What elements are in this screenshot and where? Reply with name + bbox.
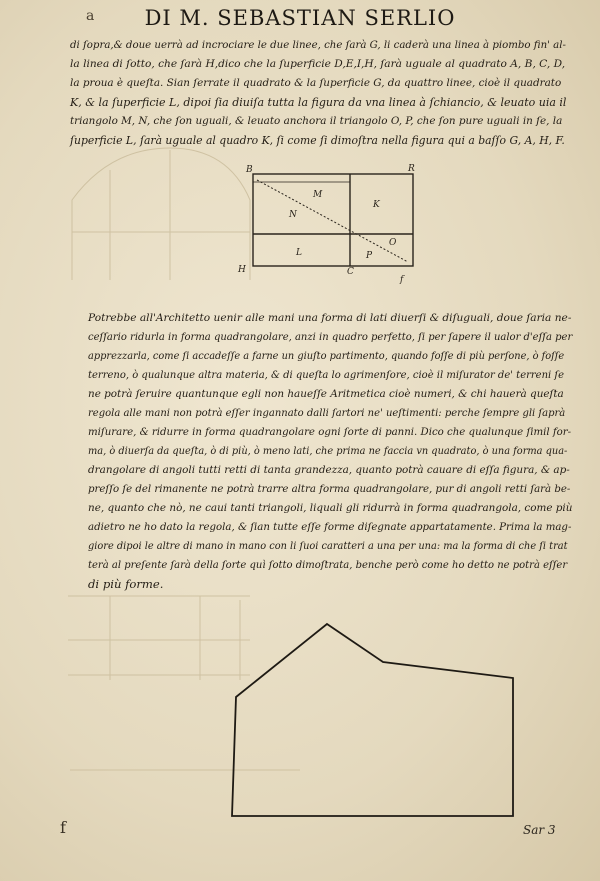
text-line: drangolare di angoli tutti retti di tanta grandezza, quanto potrà cauare di eſſa figura, & ap-	[88, 464, 570, 476]
text-line: ſuperficie L, ſarà uguale al quadro K, ſi come ſi dimoſtra nella figura qui a baſſo G, A, H, F.	[70, 134, 565, 147]
figure-label-R: R	[408, 164, 415, 174]
text-line: ceſſario ridurla in forma quadrangolare, anzi in quadro perfetto, ſi per ſapere il ualor d'eſſa per	[88, 332, 573, 343]
figure-label-M: M	[313, 190, 323, 200]
text-line: ma, ò diuerſa da queſta, ò di più, ò meno lati, che prima ne faccia vn quadrato, ò una forma qua-	[88, 446, 568, 457]
irregular-polygon-figure	[232, 624, 513, 816]
text-line: adietro ne ho dato la regola, & ſian tutte eſſe forme diſegnate appartatamente. Prima la mag-	[88, 522, 572, 533]
figure-label-K: K	[373, 200, 380, 210]
figure-label-O: O	[389, 238, 397, 248]
text-line: la linea di ſotto, che ſarà H,dico che la ſuperficie D,E,I,H, ſarà uguale al quadrato A, B, C, D,	[70, 58, 566, 70]
text-line: K, & la ſuperficie L, dipoi ſia diuiſa tutta la figura da vna linea à ſchiancio, & leuato uia il	[70, 96, 567, 109]
text-line: ne potrà ſeruire quantunque egli non haueſſe Aritmetica cioè numeri, & chi hauerà queſta	[88, 388, 564, 400]
figure-label-P: P	[366, 251, 373, 261]
paragraph-2	[88, 309, 572, 594]
text-line: di più forme.	[88, 577, 164, 591]
figure-label-F: f	[400, 275, 404, 285]
geometry-figure-1	[253, 174, 413, 266]
page-corner-mark: a	[86, 8, 95, 24]
running-head: DI M. SEBASTIAN SERLIO	[144, 6, 456, 30]
text-line: giore dipoi le altre di mano in mano con li ſuoi caratteri a una per una: ma la forma di che ſi trat	[88, 541, 568, 552]
figure-label-L: L	[296, 248, 302, 258]
text-line: terà al preſente ſarà della ſorte quì ſotto dimoſtrata, benche però come ho detto ne potrà eſſer	[88, 560, 568, 571]
signature-mark: Sar 3	[523, 823, 556, 837]
text-line: terreno, ò qualunque altra materia, & di queſta lo agrimenſore, cioè il miſurator de' terreni ſe	[88, 370, 565, 381]
text-line: di ſopra,& doue uerrà ad incrociare le due linee, che ſarà G, li caderà una linea à piombo fin' al-	[70, 40, 566, 51]
text-line: triangolo M, N, che ſon uguali, & leuato anchora il triangolo O, P, che ſon pure uguali in ſe, la	[70, 115, 563, 127]
figure-label-C: C	[347, 267, 354, 277]
figure-label-N: N	[289, 210, 297, 220]
text-line: la proua è queſta. Sian ſerrate il quadrato & la ſuperficie G, da quattro linee, cioè il quadrato	[70, 77, 562, 89]
figure-label-H: H	[238, 265, 246, 275]
text-line: preſſo ſe del rimanente ne potrà trarre altra forma quadrangolare, pur di angoli retti ſarà be-	[88, 484, 571, 495]
text-line: Potrebbe all'Architetto uenir alle mani una forma di lati diuerſi & diſuguali, doue ſaria ne-	[88, 312, 572, 324]
text-line: regola alle mani non potrà eſſer ingannato dalli ſartori ne' ueſtimenti: perche ſempre gli ſaprà	[88, 408, 566, 419]
text-line: ne, quanto che nò, ne caui tanti triangoli, liquali gli ridurrà in forma quadrangola, come più	[88, 502, 573, 514]
margin-mark: f	[60, 818, 66, 837]
text-line: miſurare, & ridurre in forma quadrangolare ogni ſorte di panni. Dico che qualunque ſimil for-	[88, 427, 572, 438]
text-line: apprezzarla, come ſi accadeſſe a farne un giuſto partimento, quando foſſe di più perſone, ò foſſe	[88, 351, 565, 362]
figure-label-B: B	[246, 165, 253, 175]
